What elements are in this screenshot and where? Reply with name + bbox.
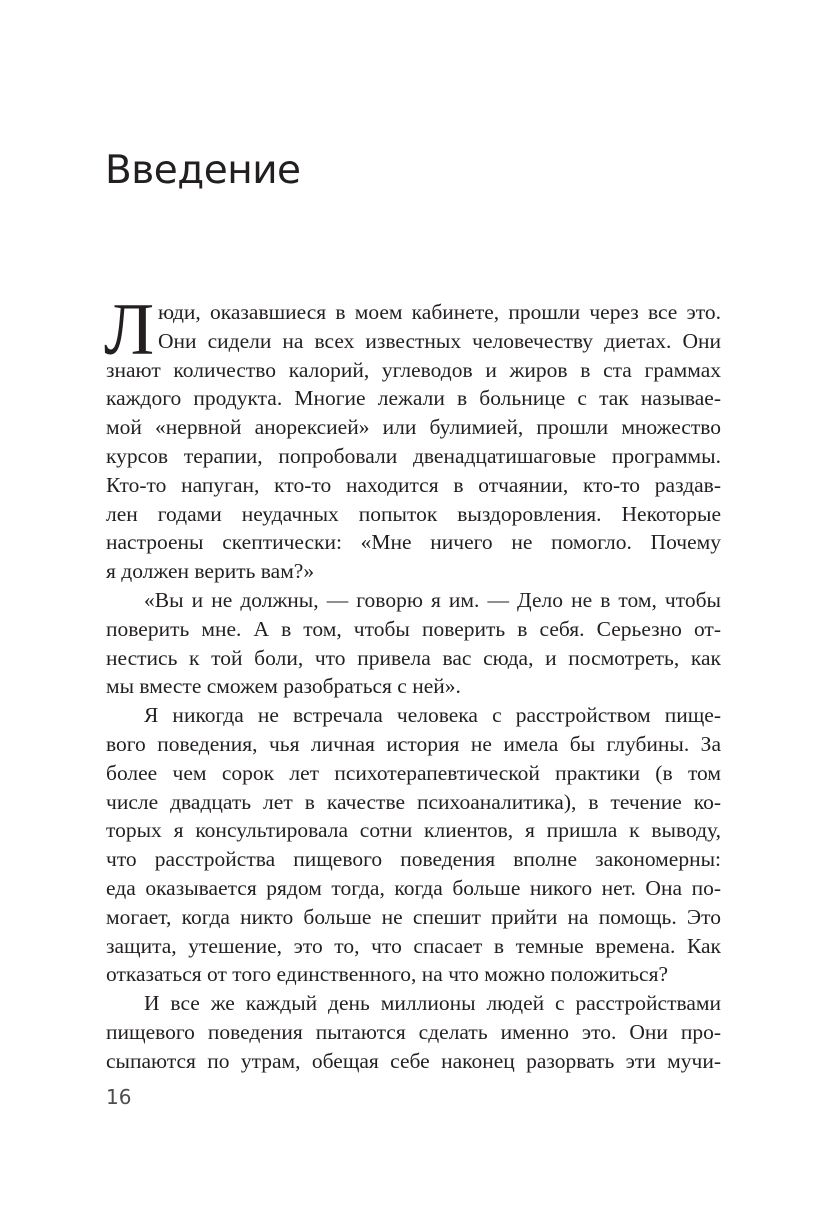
text-line: Они сидели на всех известных человечеству диетах. Они	[158, 328, 721, 353]
text-line: лен годами неудачных попыток выздоровления. Некоторые	[106, 501, 721, 526]
text-line: могает, когда никто больше не спешит прийти на помощь. Это	[106, 904, 721, 929]
text-line: поверить мне. А в том, чтобы поверить в себя. Серьезно от-	[106, 616, 721, 641]
text-line: еда оказывается рядом тогда, когда больше никого нет. Она по-	[106, 875, 721, 900]
text-line: пищевого поведения пытаются сделать именно это. Они про-	[106, 1019, 721, 1044]
text-line: настроены скептически: «Мне ничего не помогло. Почему	[106, 530, 721, 555]
text-line: «Вы и не должны, — говорю я им. — Дело не в том, чтобы	[144, 587, 721, 612]
text-line: мой «нервной анорексией» или булимией, прошли множество	[106, 415, 721, 440]
page-number: 16	[106, 1085, 132, 1109]
chapter-title: Введение	[105, 148, 301, 193]
text-line: каждого продукта. Многие лежали в больнице с так называе-	[106, 386, 721, 411]
drop-cap: Л	[104, 289, 155, 371]
text-line: числе двадцать лет в качестве психоаналитика), в течение ко-	[106, 789, 721, 814]
text-line: знают количество калорий, углеводов и жиров в ста граммах	[106, 357, 721, 382]
text-line: торых я консультировала сотни клиентов, я пришла к выводу,	[106, 818, 721, 843]
body-text	[104, 289, 721, 1076]
text-line: Кто-то напуган, кто-то находится в отчаянии, кто-то раздав-	[106, 472, 721, 497]
text-lines	[106, 298, 721, 1076]
text-line: юди, оказавшиеся в моем кабинете, прошли через все это.	[158, 300, 721, 324]
text-line: что расстройства пищевого поведения вполне закономерны:	[106, 847, 721, 872]
text-line: Я никогда не встречала человека с расстройством пище-	[144, 703, 721, 728]
text-line: сыпаются по утрам, обещая себе наконец разорвать эти мучи-	[106, 1048, 721, 1073]
text-line: более чем сорок лет психотерапевтической практики (в том	[106, 760, 721, 785]
text-line: нестись к той боли, что привела вас сюда, и посмотреть, как	[106, 645, 721, 670]
text-line: защита, утешение, это то, что спасает в темные времена. Как	[106, 933, 721, 958]
text-line: курсов терапии, попробовали двенадцатишаговые программы.	[106, 443, 721, 468]
text-line: мы вместе сможем разобраться с ней».	[106, 674, 461, 699]
text-line: вого поведения, чья личная история не имела бы глубины. За	[106, 731, 721, 756]
text-line: отказаться от того единственного, на что можно положиться?	[106, 962, 669, 987]
text-line: И все же каждый день миллионы людей с расстройствами	[144, 991, 721, 1016]
text-line: я должен верить вам?»	[106, 559, 315, 584]
